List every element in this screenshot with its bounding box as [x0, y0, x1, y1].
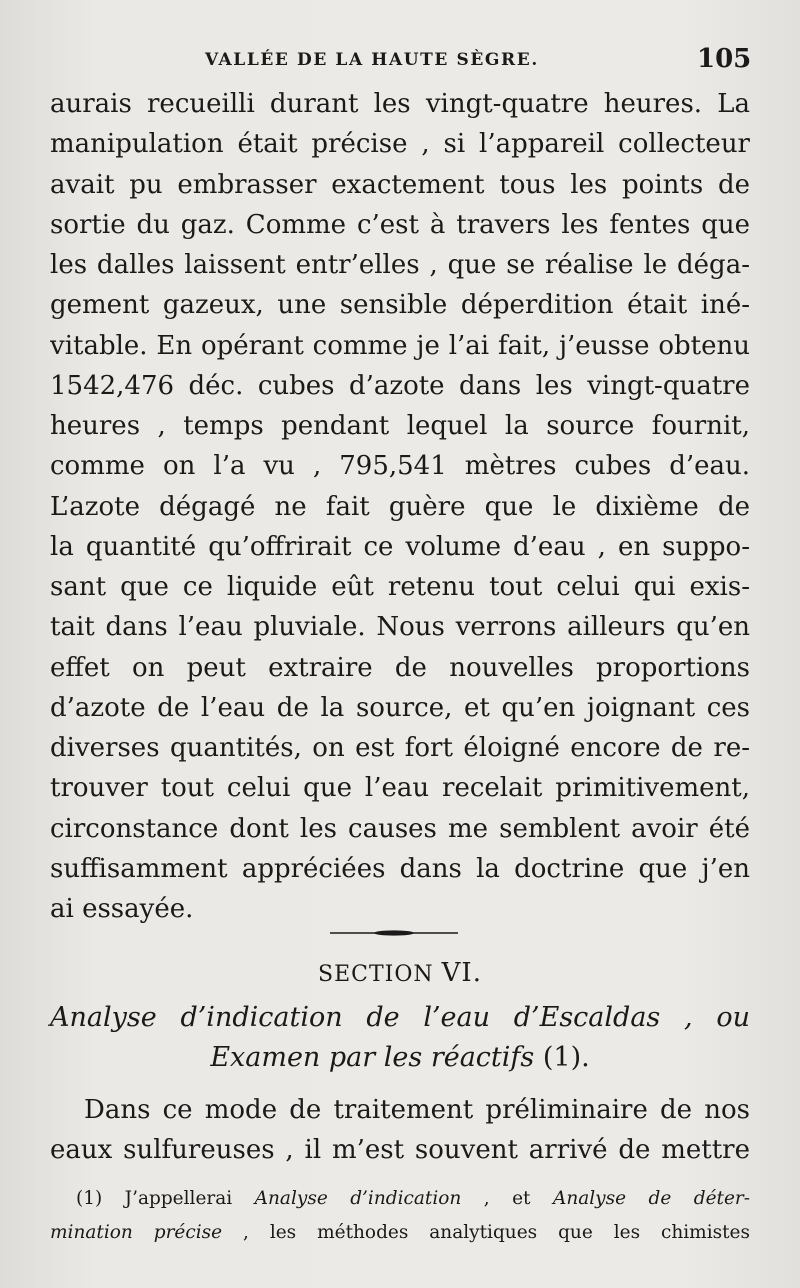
text-line: gement gazeux, une sensible déperdition était iné- — [50, 290, 750, 321]
text-line: eaux sulfureuses , il m’est souvent arrivé de mettre — [50, 1135, 750, 1165]
text-line: ai essayée. — [50, 894, 194, 924]
footnote-text: , et — [483, 1188, 531, 1209]
footnote-text: , les méthodes analytiques que les chimistes — [243, 1222, 750, 1243]
heading-text: , ou — [684, 1002, 750, 1033]
text-line: trouver tout celui que l’eau recelait primitivement, — [50, 773, 750, 804]
section-label: SECTION — [318, 962, 434, 987]
text-line: L’azote dégagé ne fait guère que le dixième de — [50, 491, 750, 522]
text-line: 1542,476 déc. cubes d’azote dans les vingt-quatre — [50, 370, 750, 401]
text-line: circonstance dont les causes me semblent avoir été — [50, 813, 750, 844]
text-line: tait dans l’eau pluviale. Nous verrons ailleurs qu’en — [50, 612, 750, 643]
footnote — [50, 1182, 750, 1250]
footnote-line — [50, 1182, 750, 1216]
decorative-rule — [330, 928, 458, 938]
text-line: sant que ce liquide eût retenu tout celui qui exis- — [50, 572, 750, 602]
text-line: heures , temps pendant lequel la source fournit, — [50, 411, 750, 441]
text-line: avait pu embrasser exactement tous les points de — [50, 169, 750, 200]
text-line: la quantité qu’offrirait ce volume d’eau , en suppo- — [50, 531, 750, 562]
page-header — [0, 44, 800, 78]
text-line: suffisamment appréciées dans la doctrine que j’en — [50, 853, 750, 884]
heading-text: Analyse d’indication de l’eau d’Escaldas — [50, 1002, 661, 1033]
running-head: VALLÉE DE LA HAUTE SÈGRE. — [205, 50, 539, 70]
section-heading — [50, 998, 750, 1078]
text-line: aurais recueilli durant les vingt-quatre heures. La — [50, 89, 750, 119]
text-line: les dalles laissent entr’elles , que se réalise le déga- — [50, 250, 750, 280]
footnote-reference: (1). — [542, 1042, 590, 1073]
section-number: VI. — [441, 958, 482, 988]
heading-text: Examen par les réactifs — [210, 1042, 535, 1073]
page-number: 105 — [697, 44, 752, 74]
footnote-italic: mination précise — [50, 1222, 223, 1243]
text-line: diverses quantités, on est fort éloigné encore de re- — [50, 733, 750, 763]
footnote-italic: Analyse de déter- — [552, 1188, 750, 1209]
section-title — [0, 958, 800, 988]
footnote-italic: Analyse d’indication — [254, 1188, 462, 1209]
footnote-text: J’appellerai — [124, 1188, 233, 1209]
text-line: effet on peut extraire de nouvelles proportions — [50, 652, 750, 683]
footnote-marker: (1) — [76, 1188, 103, 1209]
second-paragraph — [50, 1090, 750, 1170]
text-line: manipulation était précise , si l’appareil collecteur — [50, 129, 750, 160]
main-paragraph — [50, 84, 750, 929]
heading-line-2 — [50, 1038, 750, 1078]
text-line: vitable. En opérant comme je l’ai fait, j’eusse obtenu — [50, 330, 750, 361]
text-line: sortie du gaz. Comme c’est à travers les fentes que — [50, 209, 750, 240]
text-line: comme on l’a vu , 795,541 mètres cubes d’eau. — [50, 451, 750, 482]
text-line: Dans ce mode de traitement préliminaire de nos — [84, 1095, 750, 1125]
text-line: d’azote de l’eau de la source, et qu’en joignant ces — [50, 692, 750, 723]
heading-line-1 — [50, 998, 750, 1038]
footnote-line — [50, 1216, 750, 1250]
